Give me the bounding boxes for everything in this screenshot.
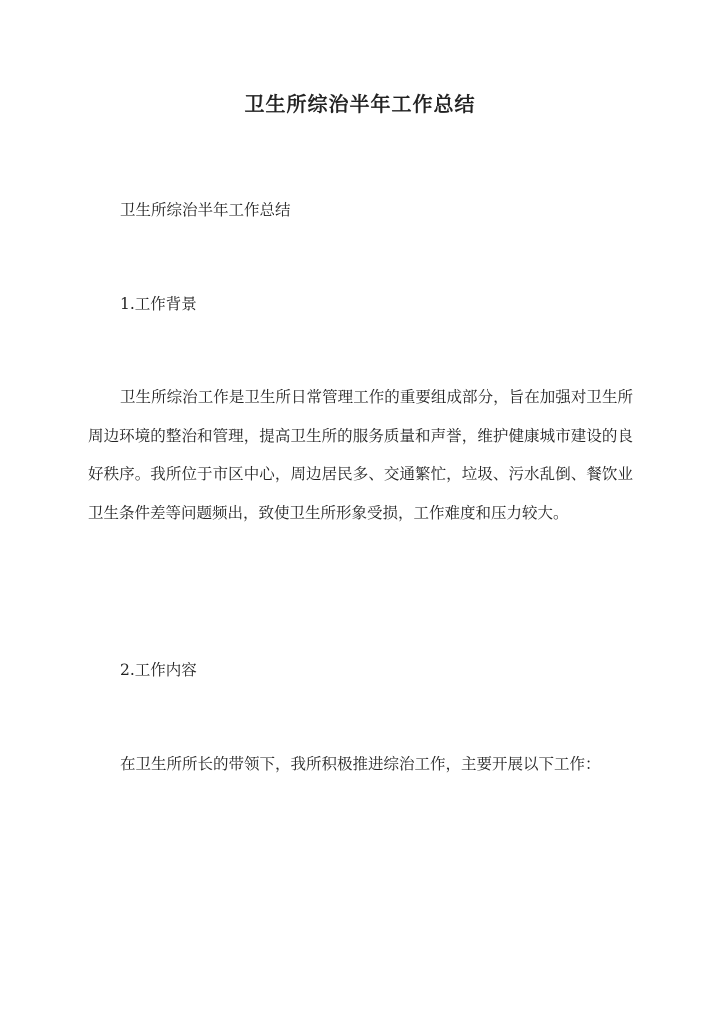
section1-heading: 1.工作背景 [120,295,197,313]
document-subtitle: 卫生所综治半年工作总结 [120,201,291,219]
section2-heading: 2.工作内容 [120,661,197,679]
document-title: 卫生所综治半年工作总结 [244,92,476,116]
section1-paragraph: 卫生所综治工作是卫生所日常管理工作的重要组成部分，旨在加强对卫生所周边环境的整治和管理，提高卫生所的服务质量和声誉，维护健康城市建设的良好秩序。我所位于市区中心，周边居民多、交通繁忙，垃圾、污水乱倒、餐饮业卫生条件差等问题频出，致使卫生所形象受损，工作难度和压力较大。 [88,388,633,522]
section2-paragraph: 在卫生所所长的带领下，我所积极推进综治工作，主要开展以下工作： [120,755,601,773]
